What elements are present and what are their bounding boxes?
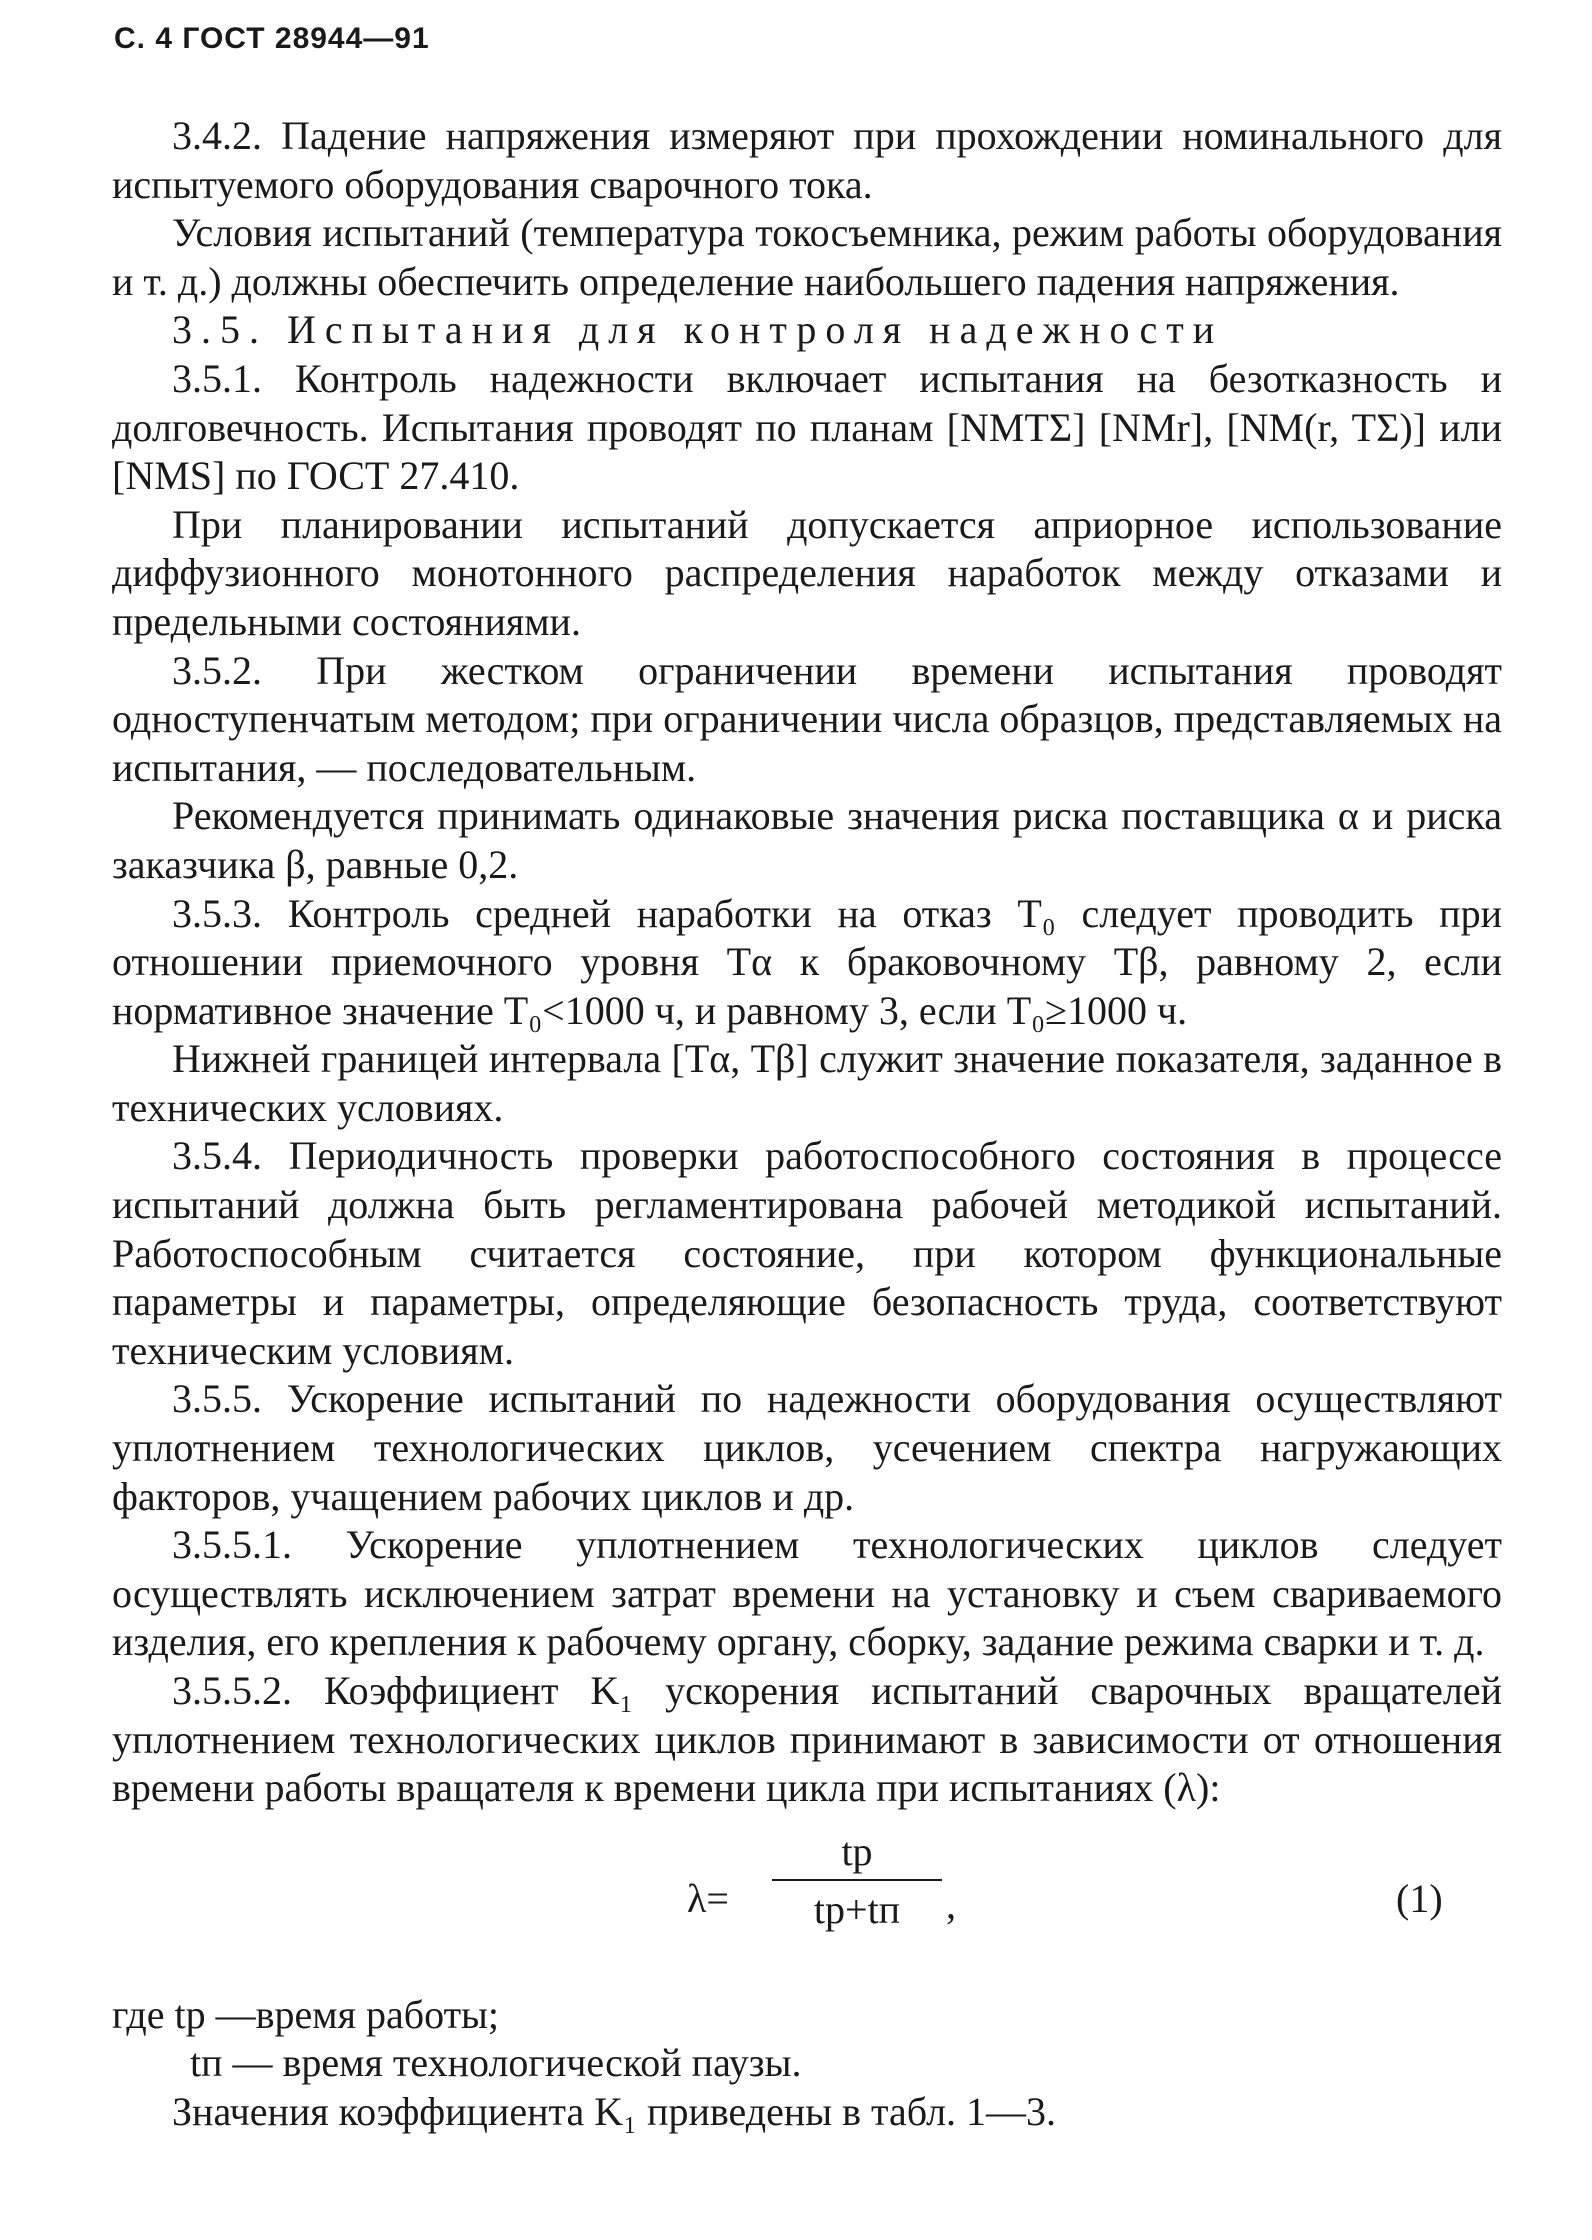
paragraph-3-5-2: 3.5.2. При жестком ограничении времени испытания проводят одноступенчатым методом; при ограничении числа образцов, представляемых на испытания, — последовательным. <box>112 647 1502 790</box>
formula-legend <box>112 1991 1502 2088</box>
section-heading-3-5: 3.5. Испытания для контроля надежности <box>172 307 1224 353</box>
formula-denominator: tр+tп <box>813 1886 901 1932</box>
paragraph-3-5-3-interval: Нижней границей интервала [Tα, Tβ] служит значение показателя, заданное в технических условиях. <box>112 1036 1502 1130</box>
paragraph-3-5-4: 3.5.4. Периодичность проверки работоспособного состояния в процессе испытаний должна быть регламентирована рабочей методикой испытаний. Работоспособным считается состояние, при котором функциональные параметры и параметры, определяющие безопасность труда, соответствуют техническим условиям. <box>112 1133 1502 1373</box>
document-body <box>112 112 1502 2137</box>
paragraph-3-4-2-conditions: Условия испытаний (температура токосъемника, режим работы оборудования и т. д.) должны обеспечить определение наибольшего падения напряжения. <box>112 210 1502 304</box>
paragraph-3-5-1-planning: При планировании испытаний допускается априорное использование диффузионного монотонного распределения наработок между отказами и предельными состояниями. <box>112 501 1502 644</box>
formula-1 <box>112 1823 1502 1983</box>
paragraph-3-5-3: 3.5.3. Контроль средней наработки на отказ T₀ следует проводить при отношении приемочного уровня Tα к браковочному Tβ, равному 2, если нормативное значение T₀<1000 ч, и равному 3, если T₀≥1000 ч. <box>112 890 1502 1033</box>
legend-line-work-time: где tр —время работы; <box>112 1991 500 2037</box>
paragraph-coefficient-tables: Значения коэффициента K₁ приведены в табл. 1—3. <box>172 2088 1057 2134</box>
paragraph-3-5-5: 3.5.5. Ускорение испытаний по надежности оборудования осуществляют уплотнением технологических циклов, усечением спектра нагружающих факторов, учащением рабочих циклов и др. <box>112 1376 1502 1519</box>
paragraph-3-5-2-risk: Рекомендуется принимать одинаковые значения риска поставщика α и риска заказчика β, равные 0,2. <box>112 793 1502 887</box>
formula-numerator: tр <box>841 1828 873 1874</box>
legend-line-pause-time: tп — время технологической паузы. <box>190 2040 802 2086</box>
paragraph-3-5-5-2: 3.5.5.2. Коэффициент K₁ ускорения испытаний сварочных вращателей уплотнением технологических циклов принимают в зависимости от отношения времени работы вращателя к времени цикла при испытаниях (λ): <box>112 1668 1502 1811</box>
paragraph-3-5-1: 3.5.1. Контроль надежности включает испытания на безотказность и долговечность. Испытания проводят по планам [NMTΣ] [NMr], [NM(r, TΣ)] или [NMS] по ГОСТ 27.410. <box>112 355 1502 499</box>
formula-lhs: λ= <box>687 1875 729 1921</box>
formula-fraction <box>772 1827 942 1935</box>
formula-number: (1) <box>1396 1875 1443 1921</box>
fraction-bar <box>772 1879 942 1881</box>
paragraph-3-5-5-1: 3.5.5.1. Ускорение уплотнением технологических циклов следует осуществлять исключением затрат времени на установку и съем свариваемого изделия, его крепления к рабочему органу, сборку, задание режима сварки и т. д. <box>112 1522 1502 1665</box>
paragraph-3-4-2: 3.4.2. Падение напряжения измеряют при прохождении номинального для испытуемого оборудования сварочного тока. <box>112 113 1502 207</box>
formula-comma: , <box>946 1881 956 1927</box>
page-header: С. 4 ГОСТ 28944—91 <box>114 22 430 55</box>
